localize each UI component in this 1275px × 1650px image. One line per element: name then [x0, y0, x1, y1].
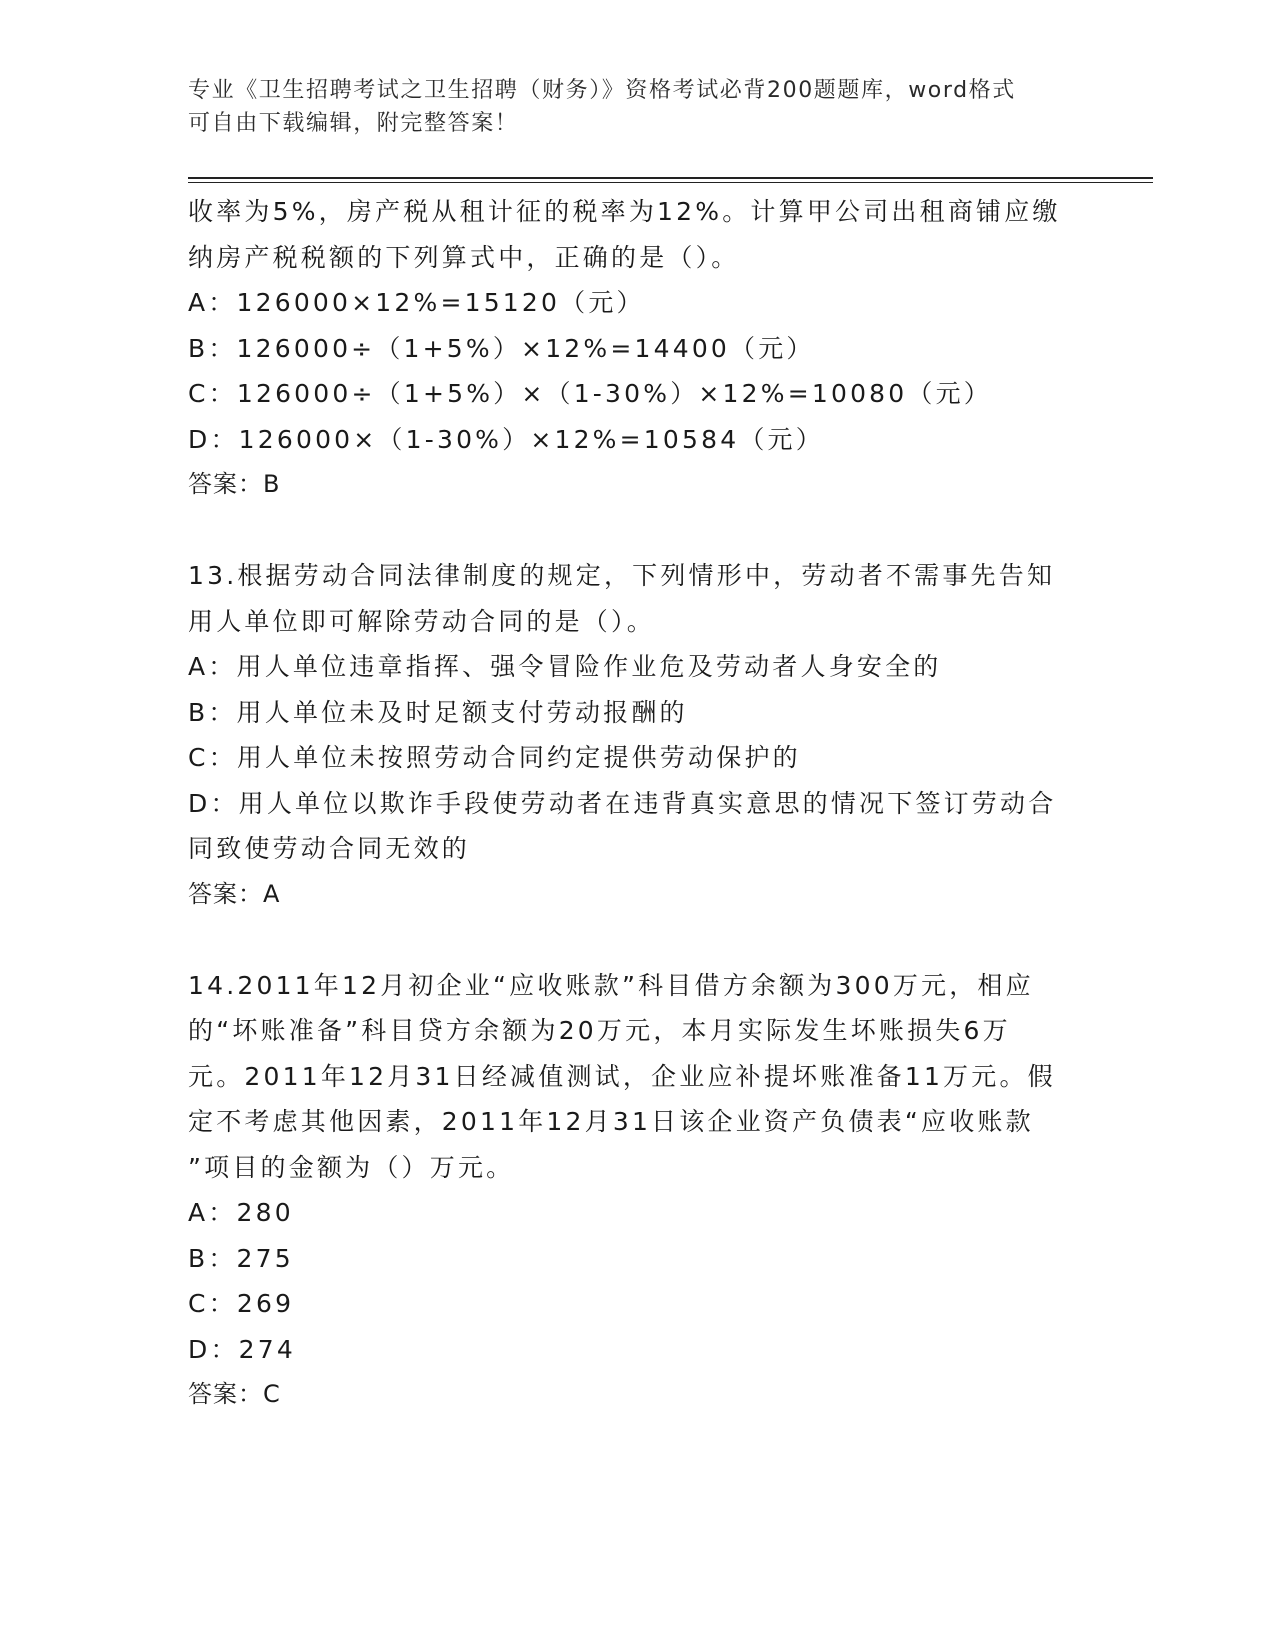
option-d: D：126000×（1-30%）×12%=10584（元） — [188, 424, 824, 454]
question-12 — [188, 189, 1088, 508]
option-d-continued: 同致使劳动合同无效的 — [188, 834, 471, 863]
page-header — [188, 74, 1088, 140]
option-c: C：269 — [188, 1289, 295, 1318]
header-line-2: 可自由下载编辑，附完整答案！ — [188, 111, 519, 136]
question-14 — [188, 963, 1088, 1418]
option-d: D：用人单位以欺诈手段使劳动者在违背真实意思的情况下签订劳动合 — [188, 788, 1057, 818]
document-body — [188, 189, 1088, 1418]
question-stem-line: 14.2011年12月初企业“应收账款”科目借方余额为300万元，相应 — [188, 970, 1034, 1000]
option-c: C：用人单位未按照劳动合同约定提供劳动保护的 — [188, 743, 801, 772]
option-b: B：275 — [188, 1243, 294, 1273]
question-stem-line: 定不考虑其他因素，2011年12月31日该企业资产负债表“应收账款 — [188, 1107, 1034, 1136]
question-stem-line: 元。2011年12月31日经减值测试，企业应补提坏账准备11万元。假 — [188, 1061, 1056, 1091]
header-line-1: 专业《卫生招聘考试之卫生招聘（财务）》资格考试必背200题题库，word格式 — [188, 78, 1016, 103]
question-stem-line: ”项目的金额为（）万元。 — [188, 1152, 515, 1182]
option-a: A：用人单位违章指挥、强令冒险作业危及劳动者人身安全的 — [188, 652, 942, 681]
option-c: C：126000÷（1+5%）×（1-30%）×12%=10080（元） — [188, 379, 992, 408]
spacer — [188, 508, 1088, 554]
header-divider — [188, 177, 1153, 179]
option-d: D：274 — [188, 1334, 296, 1364]
option-a: A：280 — [188, 1198, 294, 1227]
question-stem-line: 纳房产税税额的下列算式中，正确的是（）。 — [188, 242, 740, 272]
question-stem-line: 收率为5%，房产税从租计征的税率为12%。计算甲公司出租商铺应缴 — [188, 197, 1061, 226]
answer-line: 答案：C — [188, 1380, 281, 1408]
question-stem-line: 13.根据劳动合同法律制度的规定，下列情形中，劳动者不需事先告知 — [188, 561, 1056, 590]
question-13 — [188, 553, 1088, 917]
answer-line: 答案：A — [188, 879, 281, 908]
header-divider-thin — [188, 182, 1153, 183]
option-b: B：用人单位未及时足额支付劳动报酬的 — [188, 697, 688, 727]
option-a: A：126000×12%=15120（元） — [188, 288, 645, 317]
option-b: B：126000÷（1+5%）×12%=14400（元） — [188, 333, 815, 363]
spacer — [188, 917, 1088, 963]
question-stem-line: 的“坏账准备”科目贷方余额为20万元，本月实际发生坏账损失6万 — [188, 1016, 1011, 1045]
answer-line: 答案：B — [188, 470, 281, 498]
question-stem-line: 用人单位即可解除劳动合同的是（）。 — [188, 606, 655, 636]
